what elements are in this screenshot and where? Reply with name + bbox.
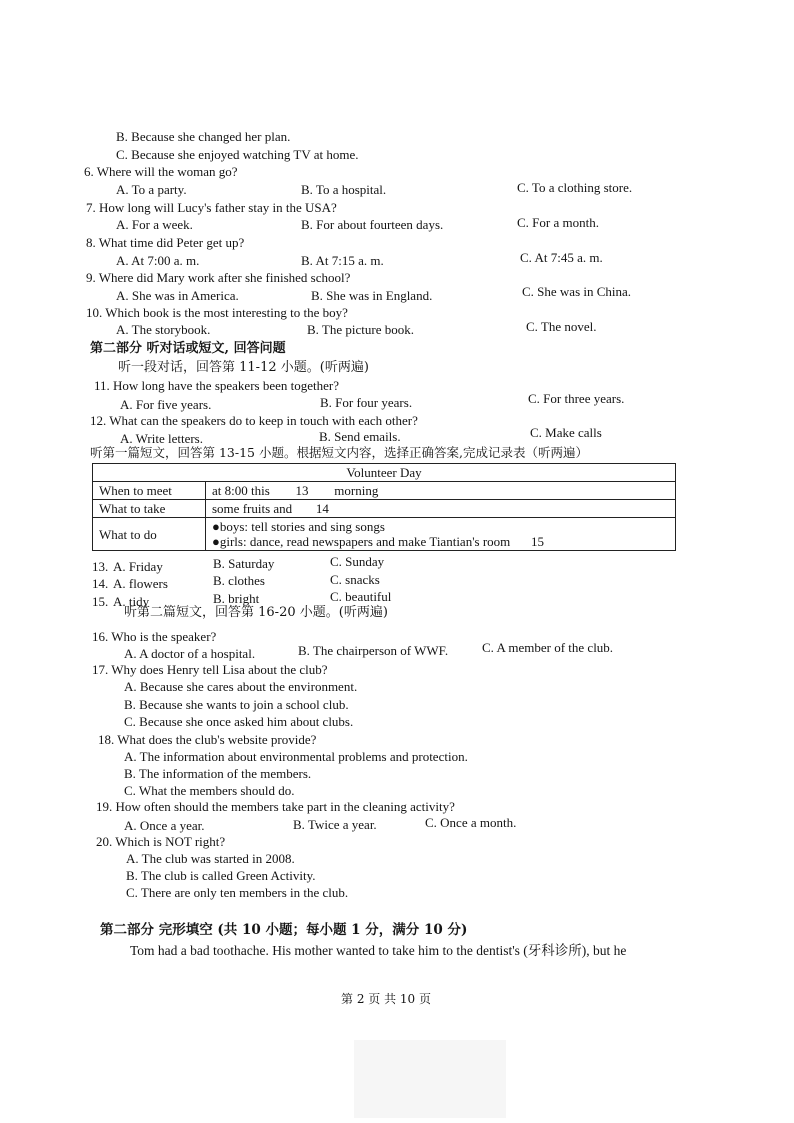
q8-option-b: B. At 7:15 a. m. (301, 253, 384, 268)
q18-option-a: A. The information about environmental problems and protection. (124, 749, 468, 764)
cloze-heading: 第二部分 完形填空 (共 10 小题；每小题 1 分，满分 10 分) (100, 922, 468, 938)
q13-option-c: C. Sunday (330, 554, 385, 569)
q11-option-c: C. For three years. (528, 391, 625, 406)
q15-option-c: C. beautiful (330, 589, 392, 604)
girls-task-line (212, 534, 669, 549)
part2-heading: 第二部分 听对话或短文, 回答问题 (90, 341, 286, 356)
row-label-when: When to meet (93, 482, 206, 500)
q16-option-a: A. A doctor of a hospital. (124, 646, 256, 661)
take-before: some fruits and (212, 501, 293, 516)
q19-option-a: A. Once a year. (124, 818, 205, 833)
q12-option-c: C. Make calls (530, 425, 602, 440)
q14-number: 14. (92, 576, 109, 591)
row-value-take (206, 500, 676, 518)
q10-option-a: A. The storybook. (116, 322, 211, 337)
q19-option-b: B. Twice a year. (293, 817, 377, 832)
q12-option-a: A. Write letters. (120, 431, 203, 446)
q9-option-c: C. She was in China. (522, 284, 632, 299)
q14-option-a: A. flowers (113, 576, 168, 591)
q16-option-b: B. The chairperson of WWF. (298, 643, 449, 658)
q13-option-b: B. Saturday (213, 556, 275, 571)
q17-option-a: A. Because she cares about the environment. (124, 679, 358, 694)
q9-stem: 9. Where did Mary work after she finished school? (86, 270, 351, 285)
q7-stem: 7. How long will Lucy's father stay in the USA? (86, 200, 337, 215)
q15-number: 15. (92, 594, 109, 609)
q11-option-b: B. For four years. (320, 395, 413, 410)
q9-option-a: A. She was in America. (116, 288, 239, 303)
q8-option-a: A. At 7:00 a. m. (116, 253, 200, 268)
q11-stem: 11. How long have the speakers been together? (94, 378, 339, 393)
q17-option-b: B. Because she wants to join a school club. (124, 697, 349, 712)
row-label-take: What to take (93, 500, 206, 518)
when-before: at 8:00 this (212, 483, 270, 498)
row-label-do: What to do (93, 518, 206, 551)
q16-stem: 16. Who is the speaker? (92, 629, 217, 644)
q13-option-a: A. Friday (113, 559, 163, 574)
q18-option-c: C. What the members should do. (124, 783, 295, 798)
q20-stem: 20. Which is NOT right? (96, 834, 226, 849)
q10-option-c: C. The novel. (526, 319, 597, 334)
q20-option-a: A. The club was started in 2008. (126, 851, 295, 866)
row-value-when (206, 482, 676, 500)
q7-option-b: B. For about fourteen days. (301, 217, 444, 232)
q6-option-a: A. To a party. (116, 182, 187, 197)
q19-option-c: C. Once a month. (425, 815, 517, 830)
q14-option-b: B. clothes (213, 573, 265, 588)
q8-stem: 8. What time did Peter get up? (86, 235, 245, 250)
table-title: Volunteer Day (93, 464, 676, 482)
q7-option-a: A. For a week. (116, 217, 193, 232)
row-value-do (206, 518, 676, 551)
q18-stem: 18. What does the club's website provide? (98, 732, 317, 747)
q7-option-c: C. For a month. (517, 215, 599, 230)
q6-stem: 6. Where will the woman go? (84, 164, 238, 179)
q6-option-c: C. To a clothing store. (517, 180, 633, 195)
q15-option-b: B. bright (213, 591, 260, 606)
blank-13: 13 (295, 483, 309, 498)
dialogue-instructions: 听一段对话，回答第 11-12 小题。(听两遍) (118, 360, 369, 375)
girls-task: ●girls: dance, read newspapers and make Tiantian's room (212, 534, 511, 549)
q5-option-b: B. Because she changed her plan. (116, 129, 291, 144)
q10-option-b: B. The picture book. (307, 322, 414, 337)
cloze-text: Tom had a bad toothache. His mother wanted to take him to the dentist's (牙科诊所), but he (130, 943, 627, 958)
q13-number: 13. (92, 559, 109, 574)
q10-stem: 10. Which book is the most interesting to the boy? (86, 305, 348, 320)
q5-option-c: C. Because she enjoyed watching TV at home. (116, 147, 359, 162)
q16-option-c: C. A member of the club. (482, 640, 614, 655)
scan-smudge (354, 1040, 506, 1118)
passage1-instructions: 听第一篇短文，回答第 13-15 小题。根据短文内容，选择正确答案,完成记录表（听两遍） (90, 445, 588, 460)
boys-task: ●boys: tell stories and sing songs (212, 519, 385, 534)
q15-option-a: A. tidy (113, 594, 150, 609)
q8-option-c: C. At 7:45 a. m. (520, 250, 603, 265)
when-after: morning (334, 483, 379, 498)
q6-option-b: B. To a hospital. (301, 182, 387, 197)
q17-option-c: C. Because she once asked him about clubs. (124, 714, 354, 729)
blank-14: 14 (315, 501, 329, 516)
q20-option-b: B. The club is called Green Activity. (126, 868, 316, 883)
q20-option-c: C. There are only ten members in the club. (126, 885, 349, 900)
q17-stem: 17. Why does Henry tell Lisa about the club? (92, 662, 328, 677)
q18-option-b: B. The information of the members. (124, 766, 312, 781)
volunteer-day-table (92, 463, 676, 551)
page-number: 第 2 页 共 10 页 (341, 992, 431, 1006)
blank-15: 15 (531, 534, 545, 549)
q14-option-c: C. snacks (330, 572, 380, 587)
q12-option-b: B. Send emails. (319, 429, 401, 444)
q11-option-a: A. For five years. (120, 397, 212, 412)
q19-stem: 19. How often should the members take part in the cleaning activity? (96, 799, 455, 814)
q12-stem: 12. What can the speakers do to keep in touch with each other? (90, 413, 418, 428)
q9-option-b: B. She was in England. (311, 288, 433, 303)
passage2-instructions: 听第二篇短文，回答第 16-20 小题。(听两遍) (124, 605, 388, 620)
